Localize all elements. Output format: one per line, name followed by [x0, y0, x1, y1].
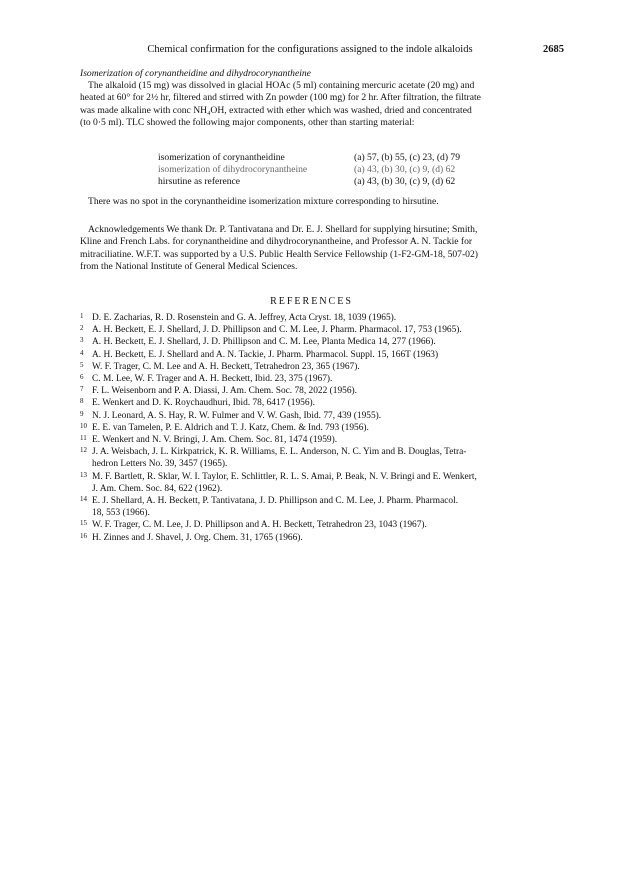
references-heading: REFERENCES: [270, 296, 353, 307]
reference-text: A. H. Beckett, E. J. Shellard, J. D. Phillipson and C. M. Lee, J. Pharm. Pharmacol. 17, 753 (1965).: [92, 325, 462, 336]
acknowledgements-line: Acknowledgements We thank Dr. P. Tantivatana and Dr. E. J. Shellard for supplying hirsutine; Smith,: [88, 224, 478, 235]
reference-item: [80, 495, 550, 519]
running-header: [60, 44, 564, 58]
result-label: isomerization of corynantheidine: [158, 152, 285, 163]
reference-item: [80, 397, 550, 409]
reference-item: [80, 519, 550, 531]
reference-item: [80, 410, 550, 422]
reference-text: D. E. Zacharias, R. D. Rosenstein and G. A. Jeffrey, Acta Cryst. 18, 1039 (1965).: [92, 313, 397, 323]
reference-text: H. Zinnes and J. Shavel, J. Org. Chem. 31, 1765 (1966).: [92, 532, 303, 543]
paragraph-line: heated at 60° for 2½ hr, filtered and stirred with Zn powder (100 mg) for 2 hr. After filtration, the filtrate: [80, 92, 481, 104]
reference-item: [80, 446, 550, 470]
result-values: (a) 43, (b) 30, (c) 9, (d) 62: [354, 164, 456, 175]
references-list: [80, 312, 550, 544]
reference-item: [80, 349, 550, 361]
reference-text: hedron Letters No. 39, 3457 (1965).: [92, 459, 228, 470]
reference-text: E. Wenkert and D. K. Roychaudhuri, Ibid. 78, 6417 (1956).: [92, 398, 315, 409]
result-values: (a) 57, (b) 55, (c) 23, (d) 79: [354, 152, 461, 163]
reference-number: 4: [80, 348, 84, 357]
reference-number: 5: [80, 360, 84, 369]
acknowledgements-line: Kline and French Labs. for corynantheidine and dihydrocorynantheine, and Professor A. N. Tackie for: [80, 236, 473, 248]
reference-number: 6: [80, 373, 84, 382]
acknowledgements-line: from the National Institute of General Medical Sciences.: [80, 261, 298, 273]
reference-text: W. F. Trager, C. M. Lee and A. H. Beckett, Tetrahedron 23, 365 (1967).: [92, 361, 360, 372]
conclusion-text: There was no spot in the corynantheidine isomerization mixture corresponding to hirsutine.: [88, 196, 439, 207]
paragraph-line: (to 0·5 ml). TLC showed the following major components, other than starting material:: [80, 117, 415, 129]
reference-number: 9: [80, 409, 84, 418]
paragraph-line: The alkaloid (15 mg) was dissolved in glacial HOAc (5 ml) containing mercuric acetate (20 mg) and: [88, 80, 475, 91]
reference-number: 15: [80, 519, 87, 528]
reference-text: E. Wenkert and N. V. Bringi, J. Am. Chem. Soc. 81, 1474 (1959).: [92, 435, 338, 446]
reference-text: A. H. Beckett, E. J. Shellard, J. D. Phillipson and C. M. Lee, Planta Medica 14, 277 (1966).: [92, 337, 436, 348]
reference-item: [80, 361, 550, 373]
reference-text: M. F. Bartlett, R. Sklar, W. I. Taylor, E. Schlittler, R. L. S. Amai, P. Beak, N. V. Bringi and E. Wenkert,: [92, 471, 477, 482]
reference-text: J. A. Weisbach, J. L. Kirkpatrick, K. R. Williams, E. L. Anderson, N. C. Yim and B. Douglas, Tetra-: [92, 447, 467, 458]
page-number: 2685: [543, 44, 564, 55]
reference-number: 1: [80, 312, 84, 320]
reference-item: [80, 434, 550, 446]
reference-item: [80, 312, 550, 324]
reference-text: C. M. Lee, W. F. Trager and A. H. Beckett, Ibid. 23, 375 (1967).: [92, 374, 333, 385]
reference-number: 2: [80, 324, 84, 333]
reference-number: 13: [80, 470, 87, 479]
reference-item: [80, 471, 550, 495]
reference-text: J. Am. Chem. Soc. 84, 622 (1962).: [92, 483, 223, 494]
reference-item: [80, 422, 550, 434]
reference-text: E. J. Shellard, A. H. Beckett, P. Tantivatana, J. D. Phillipson and C. M. Lee, J. Pharm. Pharmacol.: [92, 496, 459, 507]
section-title: Isomerization of corynantheidine and dihydrocorynantheine: [80, 68, 311, 79]
acknowledgements-line: mitraciliatine. W.F.T. was supported by a U.S. Public Health Service Fellowship (1-F2-GM-18, 507-02): [80, 248, 478, 260]
reference-number: 11: [80, 434, 87, 443]
reference-text: W. F. Trager, C. M. Lee, J. D. Phillipson and A. H. Beckett, Tetrahedron 23, 1043 (1967).: [92, 520, 427, 531]
table-row: [158, 152, 460, 164]
paragraph-line: was made alkaline with conc NH₄OH, extracted with ether which was washed, dried and concentrated: [80, 104, 472, 116]
conclusion-paragraph: [80, 196, 550, 208]
reference-text: F. L. Weisenborn and P. A. Diassi, J. Am. Chem. Soc. 78, 2022 (1956).: [92, 386, 357, 397]
table-row: [158, 176, 460, 188]
procedure-paragraph: [80, 80, 550, 130]
result-label: hirsutine as reference: [158, 176, 241, 187]
reference-item: [80, 385, 550, 397]
table-row: [158, 164, 460, 176]
reference-number: 10: [80, 421, 87, 430]
acknowledgements-paragraph: [80, 224, 550, 274]
reference-text: 18, 553 (1966).: [92, 508, 150, 519]
reference-item: [80, 373, 550, 385]
reference-item: [80, 532, 550, 544]
reference-text: N. J. Leonard, A. S. Hay, R. W. Fulmer and V. W. Gash, Ibid. 77, 439 (1955).: [92, 410, 382, 421]
reference-number: 8: [80, 397, 84, 406]
reference-number: 12: [80, 446, 87, 455]
reference-number: 3: [80, 336, 84, 345]
reference-text: E. E. van Tamelen, P. E. Aldrich and T. J. Katz, Chem. & Ind. 793 (1956).: [92, 422, 369, 433]
reference-item: [80, 336, 550, 348]
running-title: Chemical confirmation for the configurations assigned to the indole alkaloids: [147, 44, 473, 55]
reference-item: [80, 324, 550, 336]
reference-number: 7: [80, 385, 84, 394]
result-label: isomerization of dihydrocorynantheine: [158, 164, 308, 175]
reference-number: 16: [80, 531, 87, 540]
tlc-results-table: [158, 152, 460, 188]
result-values: (a) 43, (b) 30, (c) 9, (d) 62: [354, 176, 456, 187]
reference-text: A. H. Beckett, E. J. Shellard and A. N. Tackie, J. Pharm. Pharmacol. Suppl. 15, 166T (1963): [92, 349, 439, 360]
reference-number: 14: [80, 495, 87, 504]
